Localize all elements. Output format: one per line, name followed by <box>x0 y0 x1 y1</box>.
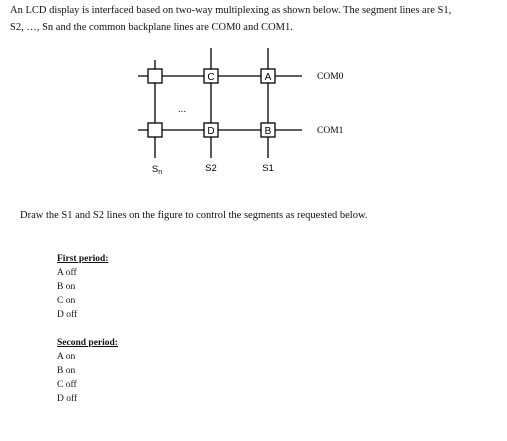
com0-label: COM0 <box>317 72 344 82</box>
list-item: D off <box>57 310 78 320</box>
list-item: B on <box>57 282 76 292</box>
intro-line-2: S2, …, Sn and the common backplane lines are COM0 and COM1. <box>10 22 293 33</box>
list-item: B on <box>57 366 76 376</box>
sn-com0-box <box>148 69 162 83</box>
list-item: C off <box>57 380 77 390</box>
list-item: D off <box>57 394 78 404</box>
first-period-block <box>57 252 108 322</box>
first-period-list <box>57 266 108 322</box>
lcd-multiplexing-diagram <box>0 0 507 200</box>
s2-label: S2 <box>205 163 217 174</box>
segment-c-label: C <box>207 72 215 83</box>
segment-b-label: B <box>264 126 272 137</box>
second-period-list <box>57 350 118 406</box>
list-item: A on <box>57 352 76 362</box>
sn-label-main: S <box>151 164 159 175</box>
list-item: C on <box>57 296 76 306</box>
segment-d-label: D <box>207 126 215 137</box>
sn-label <box>152 164 162 176</box>
first-period-title: First period: <box>57 254 109 264</box>
ellipsis: ... <box>177 104 187 115</box>
list-item: A off <box>57 268 77 278</box>
second-period-block <box>57 336 118 406</box>
segment-a-label: A <box>264 72 272 83</box>
s1-label: S1 <box>262 163 274 174</box>
second-period-title: Second period: <box>57 338 118 348</box>
sn-label-subscript: n <box>158 169 163 176</box>
instruction-text: Draw the S1 and S2 lines on the figure to control the segments as requested below. <box>20 210 368 221</box>
intro-line-1: An LCD display is interfaced based on two-way multiplexing as shown below. The segment lines are S1, <box>10 5 452 16</box>
com1-label: COM1 <box>317 126 344 136</box>
sn-com1-box <box>148 123 162 137</box>
